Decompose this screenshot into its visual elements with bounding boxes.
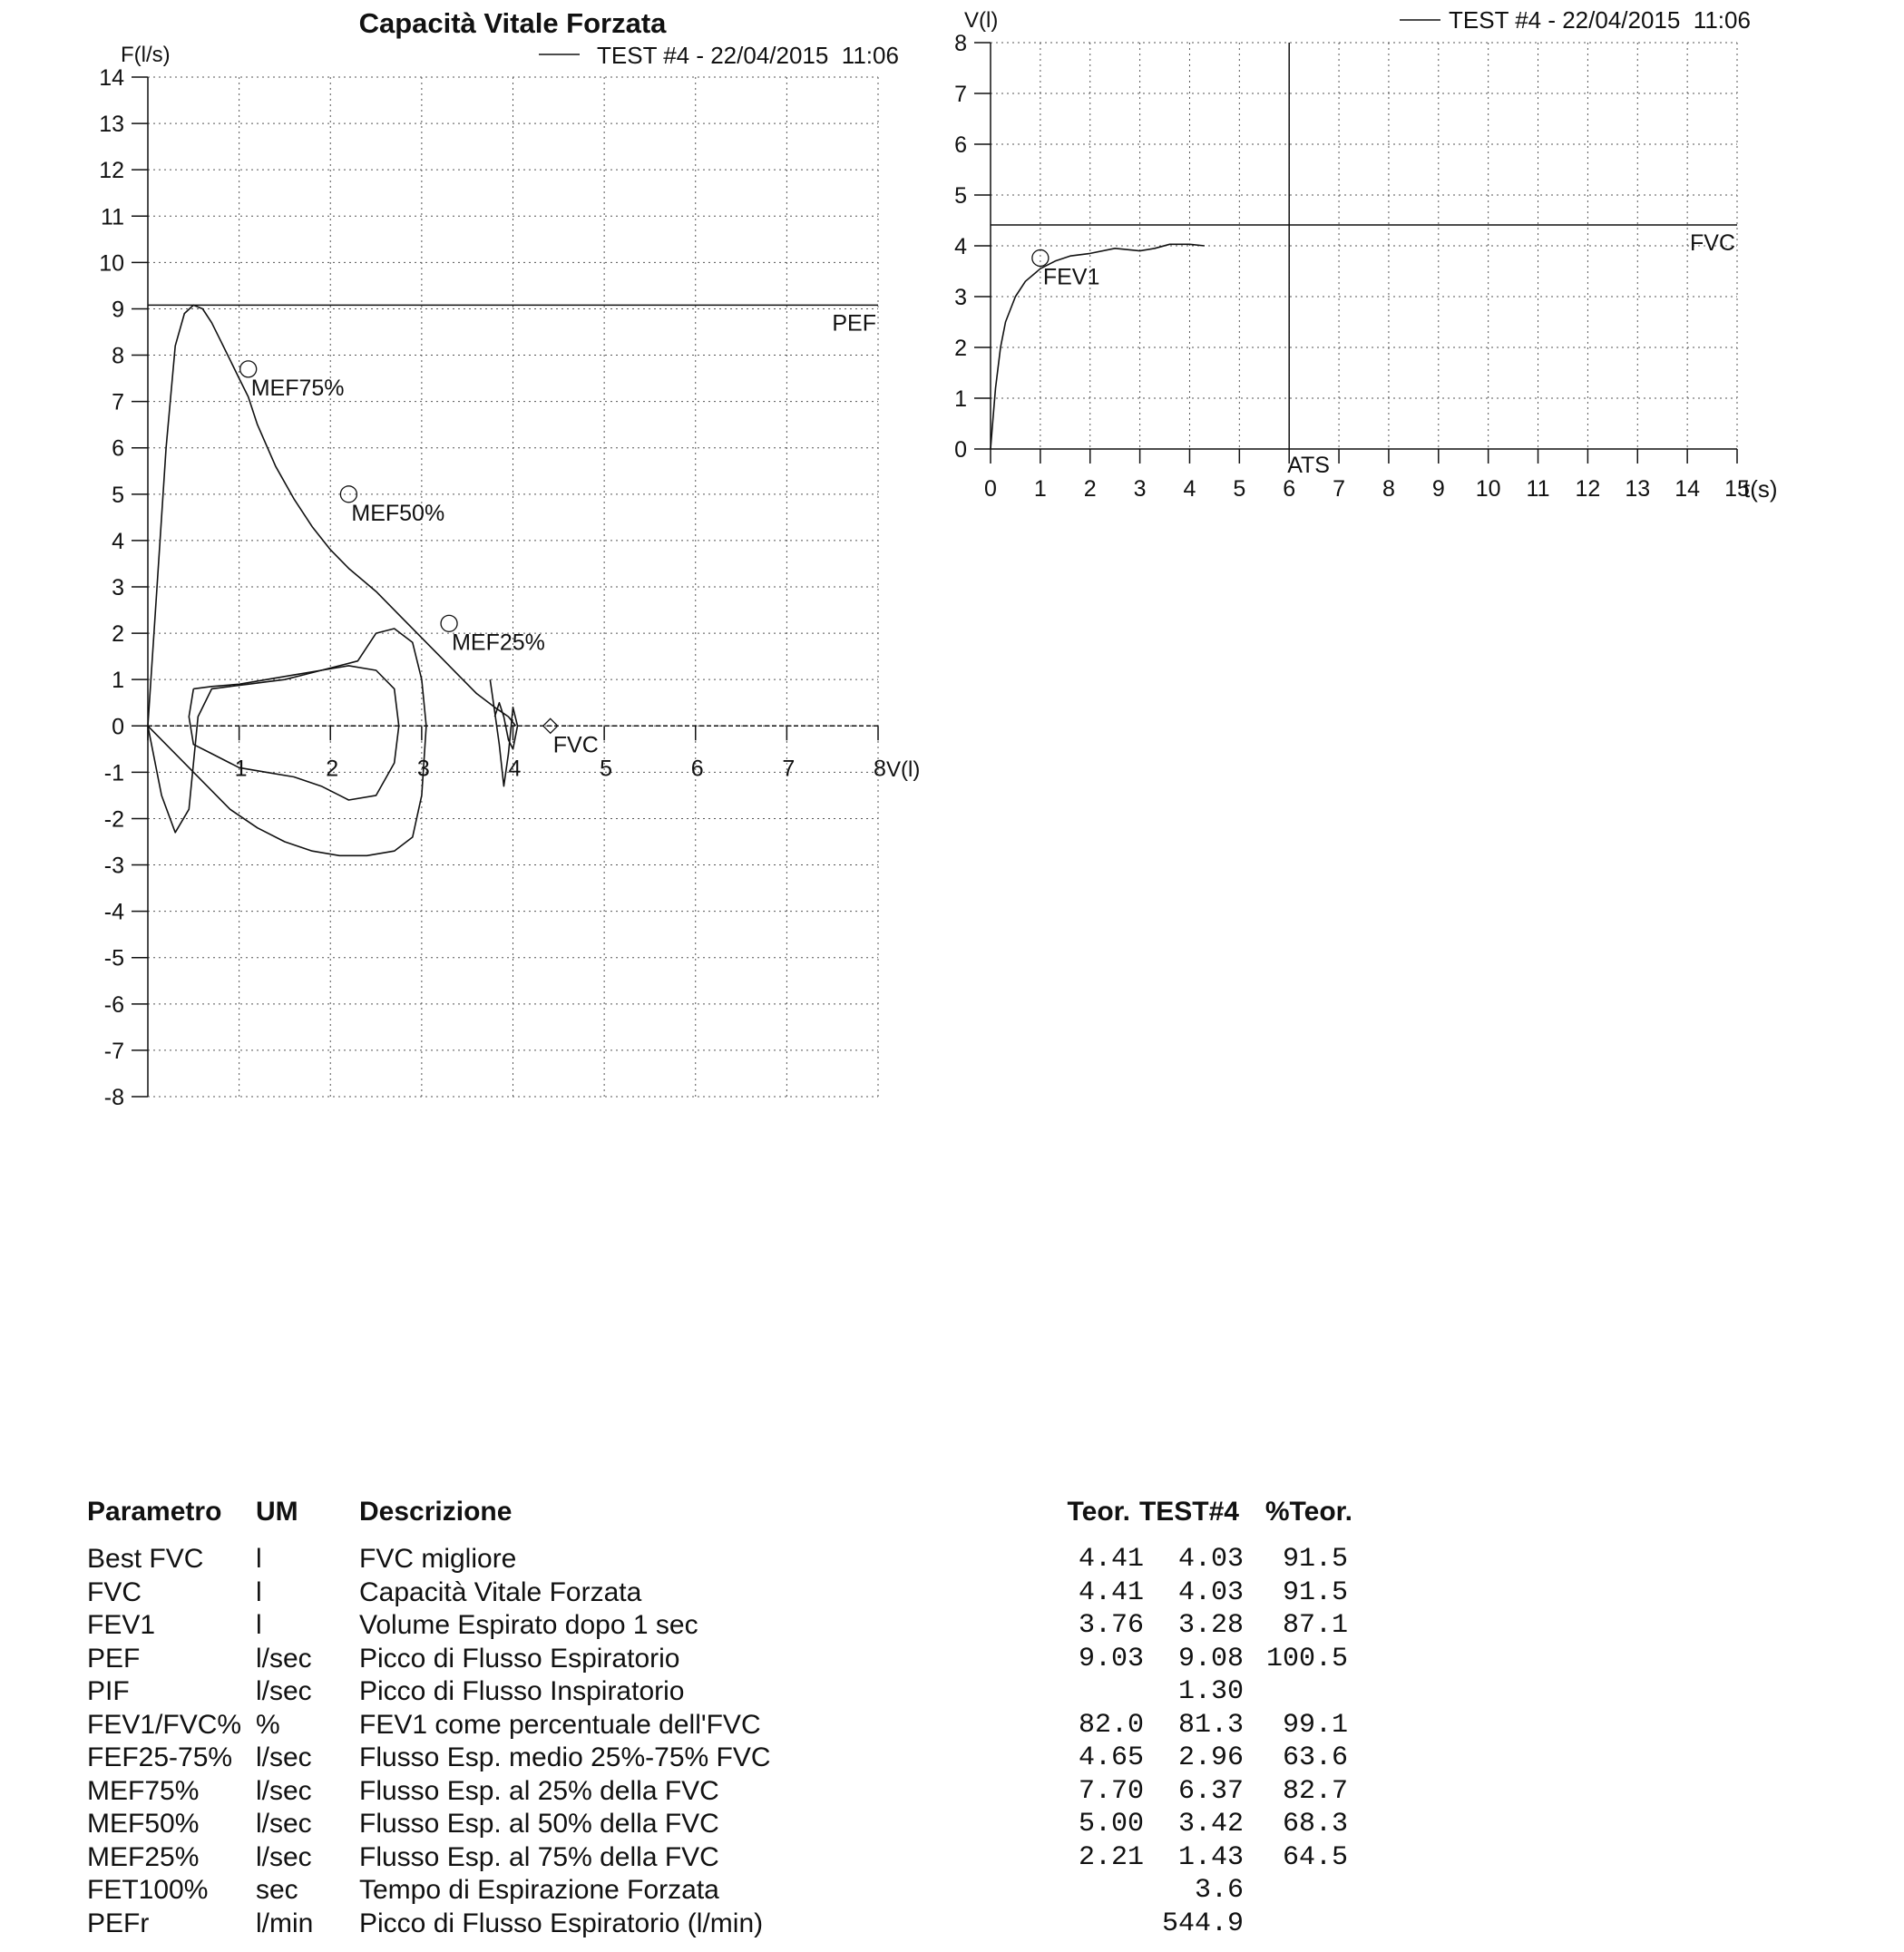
table-row [87, 1710, 1357, 1743]
x-tick-label: 9 [1431, 476, 1445, 502]
x-tick-label: 4 [508, 756, 522, 782]
y-tick-label: 3 [954, 285, 967, 310]
x-tick-label: 3 [1133, 476, 1147, 502]
cell-parametro: FEV1 [87, 1610, 156, 1640]
table-row [87, 1908, 1357, 1942]
x-tick-label: 1 [1033, 476, 1047, 502]
x-tick-label: 13 [1625, 476, 1651, 502]
cell-teor: 82.0 [1078, 1709, 1144, 1741]
y-tick-label: 12 [99, 158, 124, 184]
marker-label-mef50: MEF50% [351, 500, 445, 526]
cell-test: 4.03 [1177, 1576, 1244, 1608]
y-tick-label: 7 [112, 389, 124, 415]
volume-time-ylabel: V(l) [964, 8, 999, 33]
volume-time-markers [1032, 249, 1100, 289]
cell-pct-teor: 91.5 [1282, 1544, 1348, 1575]
marker-label-mef25: MEF25% [452, 630, 545, 656]
header-parametro: Parametro [87, 1497, 222, 1527]
flow-volume-legend-label: TEST #4 - 22/04/2015 11:06 [597, 42, 899, 69]
x-tick-label: 2 [1083, 476, 1097, 502]
x-tick-label: 6 [1283, 476, 1296, 502]
x-tick-label: 0 [984, 476, 997, 502]
y-tick-label: -5 [103, 945, 124, 971]
y-tick-label: 2 [954, 336, 967, 361]
flow-volume-chart [99, 7, 920, 1110]
y-tick-label: 5 [112, 482, 124, 508]
cell-parametro: Best FVC [87, 1544, 204, 1574]
flow-volume-grid [148, 77, 878, 1097]
header-descrizione: Descrizione [359, 1497, 513, 1527]
y-tick-label: 4 [954, 234, 967, 259]
cell-test: 1.43 [1177, 1841, 1244, 1873]
cell-descrizione: Flusso Esp. al 25% della FVC [359, 1775, 719, 1806]
cell-um: l/sec [256, 1841, 312, 1872]
x-tick-label: 12 [1575, 476, 1601, 502]
cell-descrizione: FEV1 come percentuale dell'FVC [359, 1709, 761, 1740]
header-test: TEST#4 [1138, 1497, 1239, 1527]
cell-test: 2.96 [1177, 1742, 1244, 1773]
x-tick-label: 2 [326, 756, 339, 782]
x-tick-label: 8 [1382, 476, 1395, 502]
table-body [87, 1544, 1357, 1941]
table-row [87, 1610, 1357, 1644]
volume-time-reference-lines [991, 43, 1737, 478]
cell-teor: 4.41 [1078, 1544, 1144, 1575]
table-row [87, 1544, 1357, 1577]
header-um: UM [256, 1497, 298, 1527]
flow-volume-ylabel: F(l/s) [121, 43, 171, 67]
volume-time-xlabel: t(s) [1743, 475, 1778, 503]
reference-label-ats: ATS [1287, 453, 1330, 478]
cell-teor: 5.00 [1078, 1809, 1144, 1840]
marker-label-fev1: FEV1 [1042, 264, 1100, 290]
cell-teor: 7.70 [1078, 1775, 1144, 1807]
y-tick-label: 13 [99, 112, 124, 138]
cell-pct-teor: 82.7 [1282, 1775, 1348, 1807]
marker-label-mef75: MEF75% [250, 375, 345, 401]
cell-um: l [256, 1610, 262, 1640]
cell-um: l/sec [256, 1809, 312, 1839]
cell-um: % [256, 1709, 280, 1740]
table-row [87, 1875, 1357, 1908]
x-tick-label: 7 [782, 756, 796, 782]
cell-um: l/sec [256, 1742, 312, 1772]
y-tick-label: 10 [99, 250, 124, 277]
parameters-table [87, 1497, 1357, 1941]
cell-pct-teor: 63.6 [1282, 1742, 1348, 1773]
x-tick-label: 5 [600, 756, 613, 782]
table-row [87, 1742, 1357, 1776]
cell-descrizione: Capacità Vitale Forzata [359, 1576, 642, 1607]
table-row [87, 1809, 1357, 1842]
cell-descrizione: Tempo di Espirazione Forzata [359, 1875, 719, 1905]
cell-test: 1.30 [1177, 1676, 1244, 1707]
x-tick-label: 15 [1724, 476, 1750, 502]
cell-pct-teor: 91.5 [1282, 1576, 1348, 1608]
y-tick-label: 1 [954, 386, 967, 412]
y-tick-label: 0 [112, 714, 124, 740]
cell-teor: 2.21 [1078, 1841, 1144, 1873]
y-tick-label: -1 [103, 760, 124, 786]
cell-um: l/sec [256, 1643, 312, 1674]
x-tick-label: 6 [690, 756, 704, 782]
cell-test: 3.28 [1177, 1610, 1244, 1641]
reference-label-fvc: FVC [1690, 230, 1735, 257]
y-tick-label: 6 [112, 435, 124, 462]
marker-label-fvc: FVC [552, 732, 599, 758]
cell-descrizione: Flusso Esp. al 75% della FVC [359, 1841, 719, 1872]
cell-teor: 9.03 [1078, 1643, 1144, 1674]
y-tick-label: 2 [112, 621, 124, 648]
cell-um: l [256, 1576, 262, 1607]
y-tick-label: 0 [954, 437, 967, 463]
table-row [87, 1776, 1357, 1810]
x-tick-label: 8 [874, 756, 886, 782]
cell-parametro: PIF [87, 1676, 130, 1706]
y-tick-label: 5 [954, 183, 967, 209]
table-row [87, 1577, 1357, 1611]
table-row [87, 1842, 1357, 1876]
table-row [87, 1676, 1357, 1710]
cell-teor: 4.41 [1078, 1576, 1144, 1608]
flow-volume-xlabel: V(l) [886, 757, 921, 782]
series-line-2 [148, 629, 426, 855]
cell-pct-teor: 68.3 [1282, 1809, 1348, 1840]
cell-um: l/sec [256, 1775, 312, 1806]
y-tick-label: -8 [103, 1085, 124, 1110]
cell-pct-teor: 64.5 [1282, 1841, 1348, 1873]
cell-test: 544.9 [1161, 1908, 1244, 1939]
y-tick-label: 3 [112, 575, 124, 600]
y-tick-label: 6 [954, 132, 967, 158]
x-tick-label: 3 [416, 756, 430, 782]
series-line-3 [189, 666, 398, 800]
cell-um: l/min [256, 1908, 314, 1938]
cell-parametro: MEF75% [87, 1775, 200, 1806]
cell-test: 4.03 [1177, 1544, 1244, 1575]
volume-time-chart [954, 6, 1777, 503]
y-tick-label: -4 [103, 899, 124, 925]
y-tick-label: 7 [954, 82, 967, 107]
cell-test: 9.08 [1177, 1643, 1244, 1674]
x-tick-label: 14 [1675, 476, 1701, 502]
flow-volume-markers [240, 361, 599, 757]
flow-volume-reference-lines [148, 305, 878, 336]
flow-volume-tick-labels [99, 65, 886, 1110]
header-pct-teor: %Teor. [1264, 1497, 1352, 1527]
cell-parametro: FET100% [87, 1875, 209, 1905]
cell-parametro: PEFr [87, 1908, 150, 1938]
x-tick-label: 4 [1183, 476, 1196, 502]
cell-parametro: MEF50% [87, 1809, 200, 1839]
cell-teor: 3.76 [1078, 1610, 1144, 1641]
cell-test: 81.3 [1177, 1709, 1244, 1741]
flow-volume-title: Capacità Vitale Forzata [358, 7, 667, 39]
cell-test: 3.6 [1194, 1875, 1244, 1906]
cell-descrizione: Flusso Esp. al 50% della FVC [359, 1809, 719, 1839]
flow-volume-axes [132, 77, 878, 1097]
cell-descrizione: FVC migliore [359, 1544, 517, 1574]
cell-teor: 4.65 [1078, 1742, 1144, 1773]
header-teor: Teor. [1067, 1497, 1130, 1527]
y-tick-label: -6 [103, 991, 124, 1018]
volume-time-grid [991, 43, 1737, 449]
y-tick-label: 11 [101, 204, 124, 230]
cell-parametro: FVC [87, 1576, 142, 1607]
table-header [87, 1497, 1357, 1544]
reference-label-pef: PEF [832, 310, 876, 337]
x-tick-label: 1 [234, 756, 248, 782]
volume-time-legend-label: TEST #4 - 22/04/2015 11:06 [1449, 6, 1751, 34]
cell-test: 3.42 [1177, 1809, 1244, 1840]
x-tick-label: 11 [1526, 476, 1550, 502]
cell-descrizione: Picco di Flusso Espiratorio [359, 1643, 680, 1674]
series-line-1 [148, 305, 516, 726]
y-tick-label: 1 [112, 668, 124, 694]
cell-descrizione: Flusso Esp. medio 25%-75% FVC [359, 1742, 771, 1772]
cell-pct-teor: 99.1 [1282, 1709, 1348, 1741]
cell-test: 6.37 [1177, 1775, 1244, 1807]
x-tick-label: 7 [1333, 476, 1346, 502]
cell-parametro: FEV1/FVC% [87, 1709, 242, 1740]
x-tick-label: 10 [1475, 476, 1501, 502]
cell-descrizione: Picco di Flusso Inspiratorio [359, 1676, 685, 1706]
y-tick-label: 8 [112, 343, 124, 369]
cell-parametro: FEF25-75% [87, 1742, 233, 1772]
y-tick-label: -2 [103, 806, 124, 833]
cell-um: sec [256, 1875, 298, 1905]
y-tick-label: 8 [954, 31, 967, 56]
y-tick-label: -7 [103, 1038, 124, 1064]
cell-descrizione: Volume Espirato dopo 1 sec [359, 1610, 698, 1640]
y-tick-label: 9 [112, 297, 124, 323]
y-tick-label: 14 [99, 65, 124, 91]
cell-um: l/sec [256, 1676, 312, 1706]
cell-um: l [256, 1544, 262, 1574]
y-tick-label: 4 [112, 528, 124, 554]
table-row [87, 1644, 1357, 1677]
y-tick-label: -3 [103, 853, 124, 879]
cell-parametro: MEF25% [87, 1841, 200, 1872]
cell-parametro: PEF [87, 1643, 141, 1674]
cell-pct-teor: 87.1 [1282, 1610, 1348, 1641]
cell-pct-teor: 100.5 [1265, 1643, 1348, 1674]
x-tick-label: 5 [1233, 476, 1246, 502]
cell-descrizione: Picco di Flusso Espiratorio (l/min) [359, 1908, 764, 1938]
